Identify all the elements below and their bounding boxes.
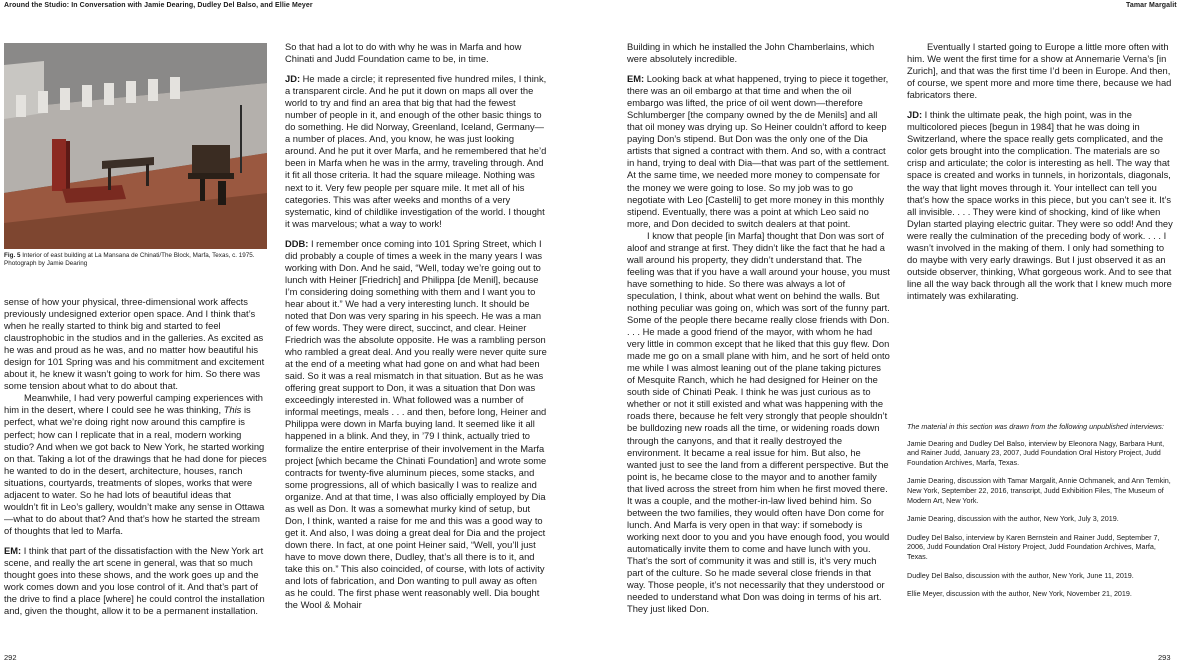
- speaker-label: EM:: [627, 74, 645, 85]
- paragraph: JD: I think the ultimate peak, the high point, was in the multicolored pieces [begun in 1984] that he was doing in Switzerland, where the space really gets complicated, and the color gets brought into the complication. The materials are so crisp and articulate; the color is interesting as hell. The way that space is created and works in tunnels, in horizontals, diagonals, the way that light moves through it. Your intellect can tell you that’s how the space works in this piece, but you can’t see it. It’s all invisible. . . . They were kind of shocking, kind of like when Dylan started playing electric guitar. They were so odd! And they were really the culmination of the preceding body of work. . . . I wasn’t involved in the making of them. I only had something to do maybe with very early drawings. But I just observed it as an outside observer, thinking, What gorgeous work. And to see that line all the way back through all the work that I knew much more intimately was exhilarating.: [907, 110, 1173, 301]
- source-item: Jamie Dearing and Dudley Del Balso, interview by Eleonora Nagy, Barbara Hunt, and Rainer Judd, January 23, 2007, Judd Foundation Oral History Project, Judd Foundation Archives, Marfa, Texas.: [907, 438, 1165, 467]
- source-item: Jamie Dearing, discussion with the author, New York, July 3, 2019.: [907, 514, 1119, 524]
- paragraph: I know that people [in Marfa] thought that Don was sort of aloof and strange at first. They didn’t like the fact that he had a wall around his property, they didn’t understand that. The feeling was that if you have a wall around your house, you must have something to hide. So there was always a lot of speculation, I think, about what went on behind the walls. But nothing peculiar was going on, which was sort of the funny part. Some of the people there became really close friends with Don. . . . He made a good friend of the mayor, with whom he had very little in common except that he liked that this guy flew. Don made me go on a small plane with him, and he sort of held onto me while I was almost leaning out of the plane taking pictures of Mesquite Ranch, which he had designed for Heiner on the south side of Chinati Peak. I think he was just curious as to whether or not it still existed and what was happening with the roads there, because he felt very strongly that people shouldn’t be bulldozing new roads all the time, or widening roads down through the canyons, and that it really destroyed the environment. It became a real issue for him. But also, he wanted just to see the land from a different perspective. But the point is, he became close to the mayor and to another family that lived across the street from him when he first moved there. It was a couple, and the mother-in-law lived behind him. So between the two families, they would often have Don come for lunch. And Marfa is very open in that way: if somebody is working next door to you and you have enough food, you would automatically invite them to come and have lunch with you. That’s the sort of community it was and still is, it’s very much part of the culture. So he made several close friends in that way. Those people, it’s not necessarily that they understood or needed to understand what Don was doing in terms of his art. They just liked Don.: [627, 230, 890, 615]
- source-item: Jamie Dearing, discussion with Tamar Margalit, Annie Ochmanek, and Ann Temkin, New York, September 22, 2016, transcript, Judd Exhibition Files, The Museum of Modern Art, New York.: [907, 476, 1171, 505]
- speaker-label: JD:: [907, 110, 923, 121]
- running-head-right: Tamar Margalit: [1126, 2, 1177, 9]
- paragraph: So that had a lot to do with why he was in Marfa and how Chinati and Judd Foundation came to be, in time.: [285, 42, 522, 65]
- speaker-label: EM:: [4, 545, 22, 556]
- column-4: [907, 41, 1175, 302]
- paragraph: DDB: I remember once coming into 101 Spring Street, which I did probably a couple of times a week in the many years I was working with Don. And he said, “Well, today we’re going out to lunch with Heiner [Friedrich] and Philippa [de Menil], because I’m considering doing something with them and I want you to hear about it.” We had a very interesting lunch. It should be noted that Don was very sparing in his speech. He was a man of few words. They were direct, succinct, and clear. Heiner Friedrich was the absolute opposite. He was a rambling person who rambled a great deal. And you really were never quite sure at the end of a meeting what had gone on and what had been said. So it was a real mismatch in that situation. But as he was offering great support to Don, it was a situation that Don was exceedingly interested in. What followed was a number of informal meetings, meals . . . and then, before long, Heiner and Philippa were down in Marfa buying land. It seemed like it all happened in a blink. And they, in ’79 I think, actually tried to formalize the entire enterprise of their involvement in the Marfa project [which became the Chinati Foundation] and wrote some contracts for twenty-five aluminum pieces, some stacks, and some progressions, all of which basically I was to realize and organize. And at that time, I was also officially employed by Dia as well as Don. It was a somewhat murky kind of setup, but Don, I think, wanted a raise for me and this was a good way to get it. And also, I was doing a great deal for Dia and the project down there. In fact, at one point Heiner said, “Well, you’ll just have to move down there, Dudley, that’s all there is to it, and take this on.” This also coincided, of course, with lots of activity and lots of fabrication, and Don wanting to pull away as often as he could. The first phase went reasonably well. Dia bought the Wool & Mohair: [285, 238, 547, 611]
- figure-caption: [4, 252, 266, 268]
- page-number-right: 293: [1158, 653, 1171, 662]
- paragraph: JD: He made a circle; it represented five hundred miles, I think, a transparent circle. And he put it down on maps all over the world to try and find an area that big that had the fewest number of people in it, and enough of the other basic things to do something. He did Norway, Greenland, Iceland, Germany—a number of places. And, you know, he was just looking around. And he put it over Marfa, and he remembered that he’d been in Marfa when he was in the army, traveling through. And it fit all those criteria. It had the square mileage. Nothing was next to it. Very few people per square mile. It met all of his categories. This was after weeks and months of a very systematic, kind of childlike investigation of the world. I thought it was marvelous; what a way to work!: [285, 74, 547, 229]
- paragraph: Meanwhile, I had very powerful camping experiences with him in the desert, where I could see he was thinking, This is perfect, what we’re doing right now around this campfire is perfect; how can I replicate that in a real, modern working studio? And when we got back to New York, he started working on that. Taking a lot of the drawings that he had done for pieces he wanted to do in the desert, architecture, houses, ranch situations, courtyards, treatments of slopes, works that were adjacent to water. So he had lots of beautiful ideas that wouldn’t fit in Leo’s gallery, wouldn’t make any sense in Ottawa—what to do about that? And that’s how he started the stream of thoughts that led to Marfa.: [4, 393, 267, 536]
- paragraph: Building in which he installed the John Chamberlains, which were absolutely incredible.: [627, 42, 875, 65]
- source-item: Dudley Del Balso, interview by Karen Bernstein and Rainer Judd, September 7, 2006, Judd Foundation Oral History Project, Judd Foundation Archives, Marfa, Texas.: [907, 532, 1160, 561]
- source-notes: [907, 422, 1175, 608]
- figure-caption-text: Interior of east building at La Mansana de Chinati/The Block, Marfa, Texas, c. 1975. Photograph by Jamie Dearing: [4, 252, 255, 267]
- paragraph: EM: Looking back at what happened, trying to piece it together, there was an oil embargo at that time and when the oil embargo was lifted, the price of oil went down—therefore Schlumberger [the company owned by the de Menils] and all that oil money was drying up. So Heiner couldn’t afford to keep paying Don’s stipend. But Don was the only one of the Dia artists that signed a contract with them. And so, with a contract in hand, trying to deal with Dia—that was part of the settlement. At the same time, we needed more money to compensate for the money we were going to lose. So my job was to go negotiate with Leo [Castelli] to get more money in this monthly stipend. Eventually, there was a point at which Leo said no more, and Don decided to switch dealers at that point.: [627, 74, 890, 229]
- paragraph: sense of how your physical, three-dimensional work affects previously undesigned exterior open space. And I think that’s when he really started to think big and started to feel claustrophobic in the studios and in the galleries. As excited as he was and proud as he was, and no matter how beautiful his design for 101 Spring was and his commitment and excitement about it, he knew it wasn’t going to work for him. So there was some tension about what to do about that.: [4, 297, 265, 392]
- source-item: Dudley Del Balso, discussion with the author, New York, June 11, 2019.: [907, 570, 1134, 580]
- speaker-label: JD:: [285, 74, 301, 85]
- column-3: [627, 41, 890, 615]
- notes-intro: The material in this section was drawn from the following unpublished interviews:: [907, 422, 1164, 431]
- speaker-label: DDB:: [285, 238, 309, 249]
- paragraph: EM: I think that part of the dissatisfaction with the New York art scene, and really the art scene in general, was that so much thought goes into these shows, and the work goes up and the work comes down and you lose control of it. And that’s part of the drive to find a place [where] he could control the installation and, given the thought, allow it to be a permanent installation.: [4, 545, 265, 617]
- figure-number: Fig. 5: [4, 252, 21, 259]
- column-2: [285, 41, 548, 611]
- source-item: Ellie Meyer, discussion with the author, New York, November 21, 2019.: [907, 589, 1132, 599]
- figure-photo: [4, 43, 267, 249]
- paragraph: Eventually I started going to Europe a little more often with him. We went the first time for a show at Annemarie Verna’s [in Zurich], and that was the first time I’d been in Europe. And then, of course, we spent more and more time there, because we had fabricators there.: [907, 42, 1172, 101]
- page-number-left: 292: [4, 653, 17, 662]
- running-head-left: Around the Studio: In Conversation with Jamie Dearing, Dudley Del Balso, and Ellie Meyer: [4, 2, 313, 9]
- column-1: [4, 296, 267, 617]
